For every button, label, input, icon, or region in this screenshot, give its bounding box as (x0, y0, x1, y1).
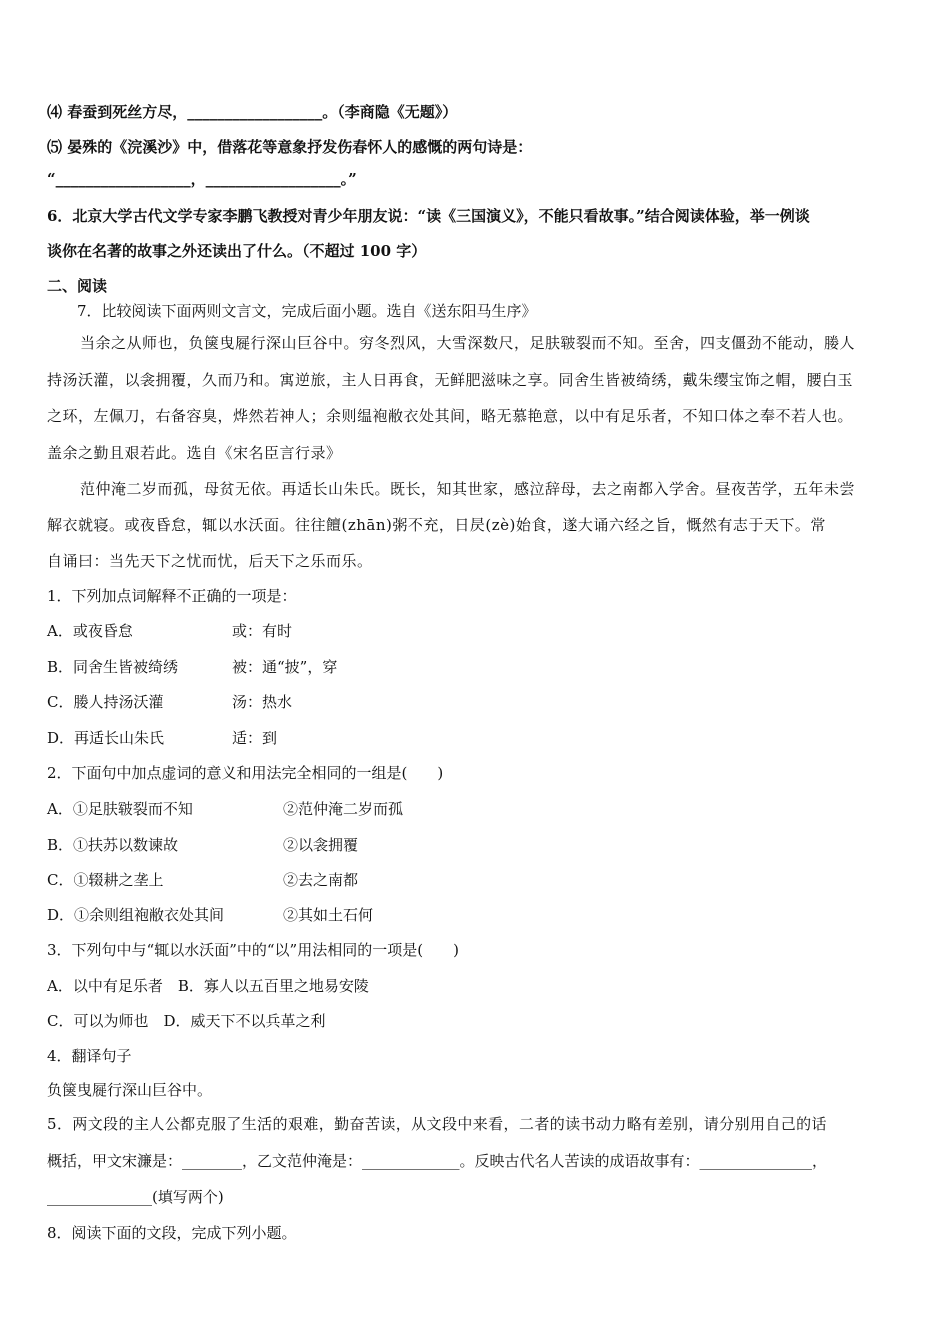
option-text-2: ②去之南都 (283, 871, 359, 889)
passage-b-line-2: 解衣就寝。或夜昏怠，辄以水沃面。往往饘(zhān)粥不充，日昃(zè)始食，遂大诵六经之旨，慨然有志于天下。常 (47, 516, 826, 534)
option-text: A．①足肤皲裂而不知 (47, 800, 193, 818)
sub-question-3: 3．下列句中与“辄以水沃面”中的“以”用法相同的一项是( ) (47, 941, 459, 959)
sub-question-4: 4．翻译句子 (47, 1047, 132, 1065)
option-explanation: 汤：热水 (232, 693, 293, 711)
option-text: A．或夜昏怠 (47, 622, 133, 640)
passage-a-line-2: 持汤沃灌，以衾拥覆，久而乃和。寓逆旅，主人日再食，无鲜肥滋味之享。同舍生皆被绮绣，戴朱缨宝饰之帽，腰白玉 (47, 371, 854, 389)
sub-question-5-line-2: 概括，甲文宋濂是：________，乙文范仲淹是：_____________。反映古代名人苦读的成语故事有：_______________， (47, 1152, 828, 1170)
option-text: B．①扶苏以数谏故 (47, 836, 179, 854)
sub-question-2-option-c (47, 869, 910, 891)
sub-question-1-option-b (47, 656, 910, 678)
passage-a-line-1: 当余之从师也，负箧曳屣行深山巨谷中。穷冬烈风，大雪深数尺，足肤皲裂而不知。至舍，四支僵劲不能动，媵人 (80, 334, 856, 352)
sub-question-1: 1．下列加点词解释不正确的一项是： (47, 587, 297, 605)
sub-question-4-sentence: 负箧曳屣行深山巨谷中。 (47, 1081, 213, 1099)
sub-question-5-line-1: 5．两文段的主人公都克服了生活的艰难，勤奋苦读，从文段中来看，二者的读书动力略有差别，请分别用自己的话 (47, 1115, 827, 1133)
passage-a-line-4: 盖余之勤且艰若此。选自《宋名臣言行录》 (47, 444, 342, 462)
option-text: C．①辍耕之垄上 (47, 871, 164, 889)
q5-poem-line: ⑸ 晏殊的《浣溪沙》中，借落花等意象抒发伤春怀人的感慨的两句诗是： (47, 138, 533, 156)
q4-poem-line: ⑷ 春蚕到死丝方尽，__________________。（李商隐《无题》） (47, 103, 458, 121)
option-text-2: ②范仲淹二岁而孤 (283, 800, 404, 818)
q6-line-2: 谈你在名著的故事之外还读出了什么。（不超过 100 字） (47, 242, 427, 260)
sub-question-3-options-ab: A．以中有足乐者 B．寡人以五百里之地易安陵 (47, 977, 369, 995)
q6-line-1: 6．北京大学古代文学专家李鹏飞教授对青少年朋友说：“读《三国演义》，不能只看故事。”结合阅读体验，举一例谈 (47, 207, 810, 225)
sub-question-2-option-b (47, 834, 910, 856)
question-8: 8．阅读下面的文段，完成下列小题。 (47, 1224, 297, 1242)
option-text-2: ②以衾拥覆 (283, 836, 359, 854)
sub-question-1-option-a (47, 620, 910, 642)
sub-question-5-line-3: ______________(填写两个) (47, 1188, 224, 1206)
option-text: D．再适长山朱氏 (47, 729, 165, 747)
sub-question-2-option-d (47, 904, 910, 926)
sub-question-1-option-d (47, 727, 910, 749)
section-heading-reading: 二、阅读 (47, 277, 108, 295)
sub-question-3-options-cd: C．可以为师也 D．威天下不以兵革之利 (47, 1012, 326, 1030)
option-text: C．媵人持汤沃灌 (47, 693, 164, 711)
sub-question-2-option-a (47, 798, 910, 820)
passage-b-line-1: 范仲淹二岁而孤，母贫无依。再适长山朱氏。既长，知其世家，感泣辞母，去之南都入学舍。昼夜苦学，五年未尝 (80, 480, 856, 498)
option-text: D．①余则组袍敝衣处其间 (47, 906, 225, 924)
q7-intro: 7．比较阅读下面两则文言文，完成后面小题。选自《送东阳马生序》 (77, 302, 537, 320)
option-explanation: 适：到 (232, 729, 278, 747)
sub-question-2: 2．下面句中加点虚词的意义和用法完全相同的一组是( ) (47, 764, 444, 782)
option-explanation: 或：有时 (232, 622, 293, 640)
q5-blank-line: “__________________，__________________。” (47, 170, 357, 188)
passage-a-line-3: 之环，左佩刀，右备容臭，烨然若神人；余则缊袍敝衣处其间，略无慕艳意，以中有足乐者，不知口体之奉不若人也。 (47, 407, 854, 425)
option-text: B．同舍生皆被绮绣 (47, 658, 179, 676)
passage-b-line-3: 自诵曰：当先天下之忧而忧，后天下之乐而乐。 (47, 552, 373, 570)
option-text-2: ②其如土石何 (283, 906, 374, 924)
sub-question-1-option-c (47, 691, 910, 713)
option-explanation: 被：通“披”，穿 (232, 658, 338, 676)
